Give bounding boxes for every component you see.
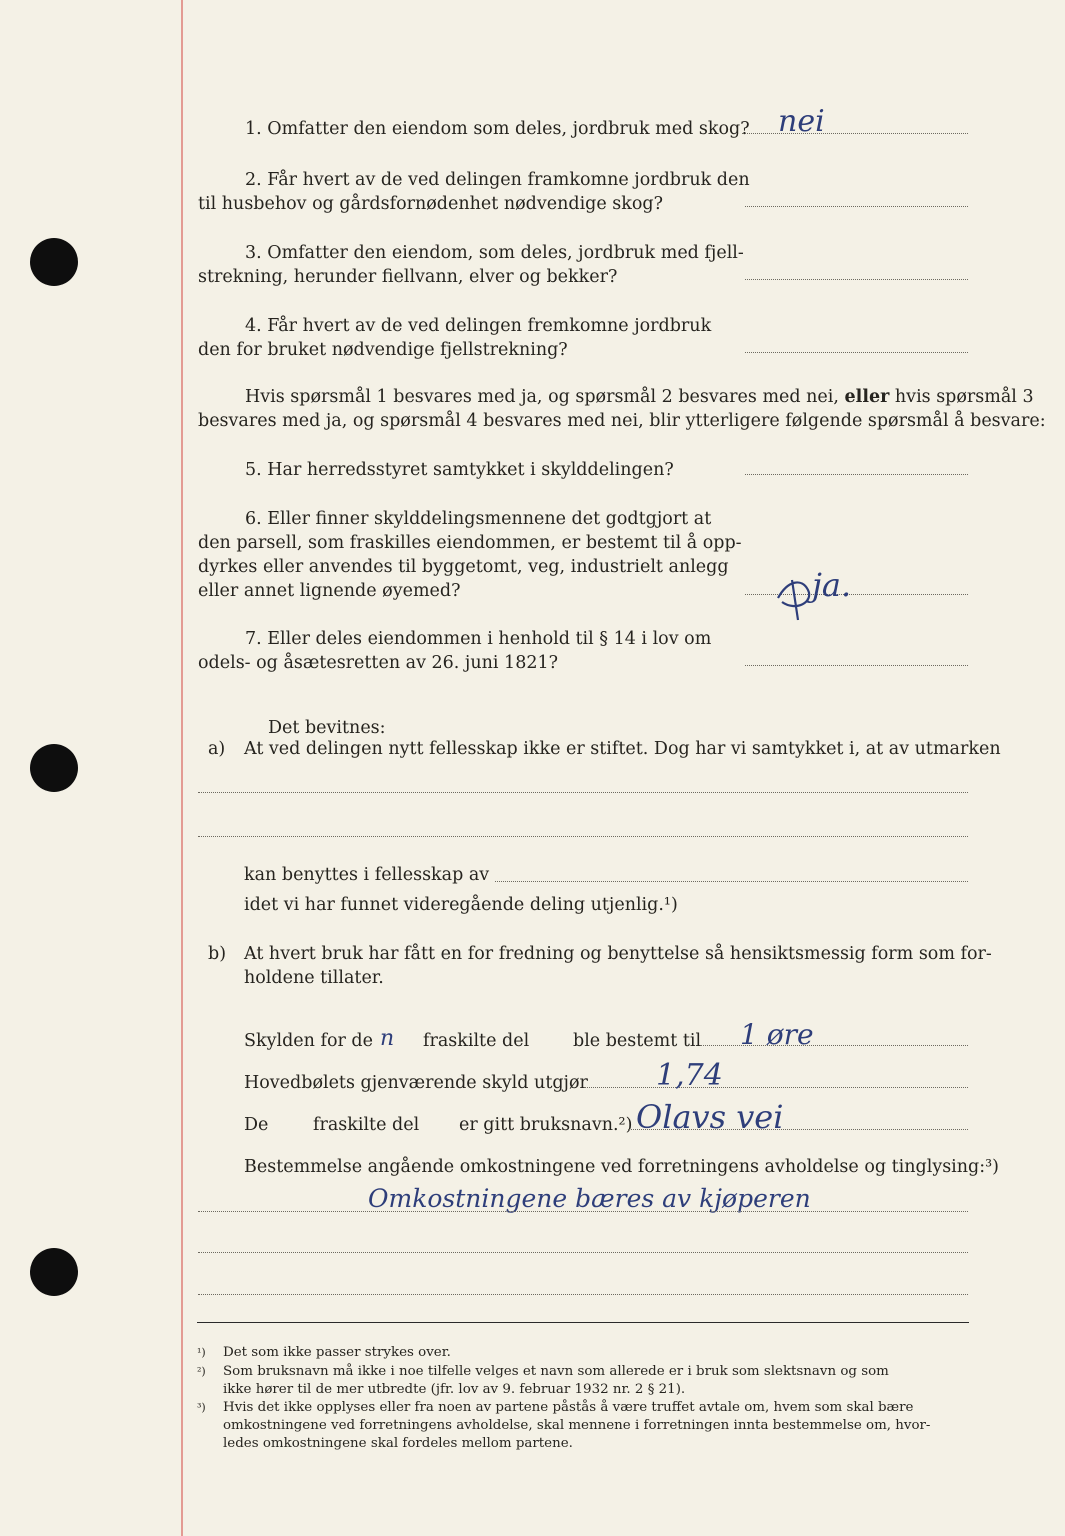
cost-line xyxy=(198,1211,968,1212)
punch-hole xyxy=(30,744,78,792)
blank-line xyxy=(198,836,968,837)
item-b-line-1: At hvert bruk har fått en for fredning og benyttelse så hensiktsmessig form som for- xyxy=(244,944,992,964)
question-3-line-1: 3. Omfatter den eiendom, som deles, jordbruk med fjell- xyxy=(245,243,744,263)
question-5: 5. Har herredsstyret samtykket i skylddelingen? xyxy=(245,460,674,480)
skyld-label-pre: Skylden for de xyxy=(244,1031,373,1051)
skyld-label-post: ble bestemt til xyxy=(573,1031,702,1051)
footnote-2-line-1: Som bruksnavn må ikke i noe tilfelle velges et navn som allerede er i bruk som slektsnavn og som xyxy=(223,1364,889,1379)
answer-1: nei xyxy=(778,104,825,139)
margin-line xyxy=(181,0,183,1536)
skyld-value: 1 øre xyxy=(740,1018,814,1051)
footnote-marker-3: ³) xyxy=(197,1401,206,1414)
footnote-marker-1: ¹) xyxy=(197,1346,206,1359)
common-use-label: kan benyttes i fellesskap av xyxy=(244,865,490,885)
question-3-line-2: strekning, herunder fiellvann, elver og bekker? xyxy=(198,267,618,287)
condition-line-1 xyxy=(245,386,1034,408)
bruksnavn-value: Olavs vei xyxy=(636,1098,784,1136)
punch-hole xyxy=(30,1248,78,1296)
cost-line xyxy=(198,1294,968,1295)
footnote-2-line-2: ikke hører til de mer utbredte (jfr. lov av 9. februar 1932 nr. 2 § 21). xyxy=(223,1382,686,1397)
question-6-line-2: den parsell, som fraskilles eiendommen, er bestemt til å opp- xyxy=(198,533,742,553)
answer-line-5 xyxy=(745,474,968,475)
bruksnavn-label-post: er gitt bruksnavn.²) xyxy=(459,1115,633,1135)
question-2-line-1: 2. Får hvert av de ved delingen framkomne jordbruk den xyxy=(245,170,750,190)
question-7-line-1: 7. Eller deles eiendommen i henhold til § 14 i lov om xyxy=(245,629,712,649)
footnote-rule xyxy=(197,1322,969,1323)
footnote-1: Det som ikke passer strykes over. xyxy=(223,1345,451,1360)
condition-line-2: besvares med ja, og spørsmål 4 besvares med nei, blir ytterligere følgende spørsmål å besvare: xyxy=(198,411,1046,431)
cost-value: Omkostningene bæres av kjøperen xyxy=(368,1184,811,1213)
footnote-marker-2: ²) xyxy=(197,1365,206,1378)
answer-line-2 xyxy=(745,206,968,207)
question-4-line-2: den for bruket nødvendige fjellstrekning? xyxy=(198,340,568,360)
answer-6: ja. xyxy=(812,566,852,604)
question-2-line-2: til husbehov og gårdsfornødenhet nødvendige skog? xyxy=(198,194,663,214)
answer-line-4 xyxy=(745,352,968,353)
punch-hole xyxy=(30,238,78,286)
skyld-handwritten-suffix: n xyxy=(380,1026,395,1051)
hovedbol-label: Hovedbølets gjenværende skyld utgjør xyxy=(244,1073,588,1093)
bruksnavn-label-mid: fraskilte del xyxy=(313,1115,420,1135)
question-7-line-2: odels- og åsætesretten av 26. juni 1821? xyxy=(198,653,558,673)
bruksnavn-label-pre: De xyxy=(244,1115,269,1135)
condition-text-c: hvis spørsmål 3 xyxy=(894,387,1034,407)
question-4-line-1: 4. Får hvert av de ved delingen fremkomne jordbruk xyxy=(245,316,712,336)
item-a-text: At ved delingen nytt fellesskap ikke er stiftet. Dog har vi samtykket i, at av utmarken xyxy=(244,739,1001,759)
hovedbol-value-line xyxy=(584,1087,968,1088)
question-6-line-4: eller annet lignende øyemed? xyxy=(198,581,461,601)
question-1: 1. Omfatter den eiendom som deles, jordbruk med skog? xyxy=(245,119,750,139)
item-b-label: b) xyxy=(208,944,227,964)
testimony-heading: Det bevitnes: xyxy=(268,718,386,738)
answer-line-7 xyxy=(745,665,968,666)
footnote-3-line-1: Hvis det ikke opplyses eller fra noen av partene påstås å være truffet avtale om, hvem som skal bære xyxy=(223,1400,914,1415)
question-6-line-1: 6. Eller finner skylddelingsmennene det godtgjort at xyxy=(245,509,712,529)
answer-line-3 xyxy=(745,279,968,280)
cost-label: Bestemmelse angående omkostningene ved forretningens avholdelse og tinglysing:³) xyxy=(244,1157,999,1177)
item-a-label: a) xyxy=(208,739,226,759)
question-6-line-3: dyrkes eller anvendes til byggetomt, veg, industrielt anlegg xyxy=(198,557,729,577)
cost-line xyxy=(198,1252,968,1253)
item-a-reason: idet vi har funnet videregående deling utjenlig.¹) xyxy=(244,895,678,915)
skyld-label-mid: fraskilte del xyxy=(423,1031,530,1051)
footnote-3-line-2: omkostningene ved forretningens avholdelse, skal mennene i forretningen innta bestemmelse om, hvor- xyxy=(223,1418,931,1433)
condition-text-a: Hvis spørsmål 1 besvares med ja, og spørsmål 2 besvares med nei, xyxy=(245,387,839,407)
common-use-line xyxy=(495,881,968,882)
footnote-3-line-3: ledes omkostningene skal fordeles mellom partene. xyxy=(223,1436,573,1451)
blank-line xyxy=(198,792,968,793)
hovedbol-value: 1,74 xyxy=(656,1058,723,1093)
item-b-line-2: holdene tillater. xyxy=(244,968,384,988)
answer-line-1 xyxy=(742,133,968,134)
condition-emphasis: eller xyxy=(844,387,890,407)
